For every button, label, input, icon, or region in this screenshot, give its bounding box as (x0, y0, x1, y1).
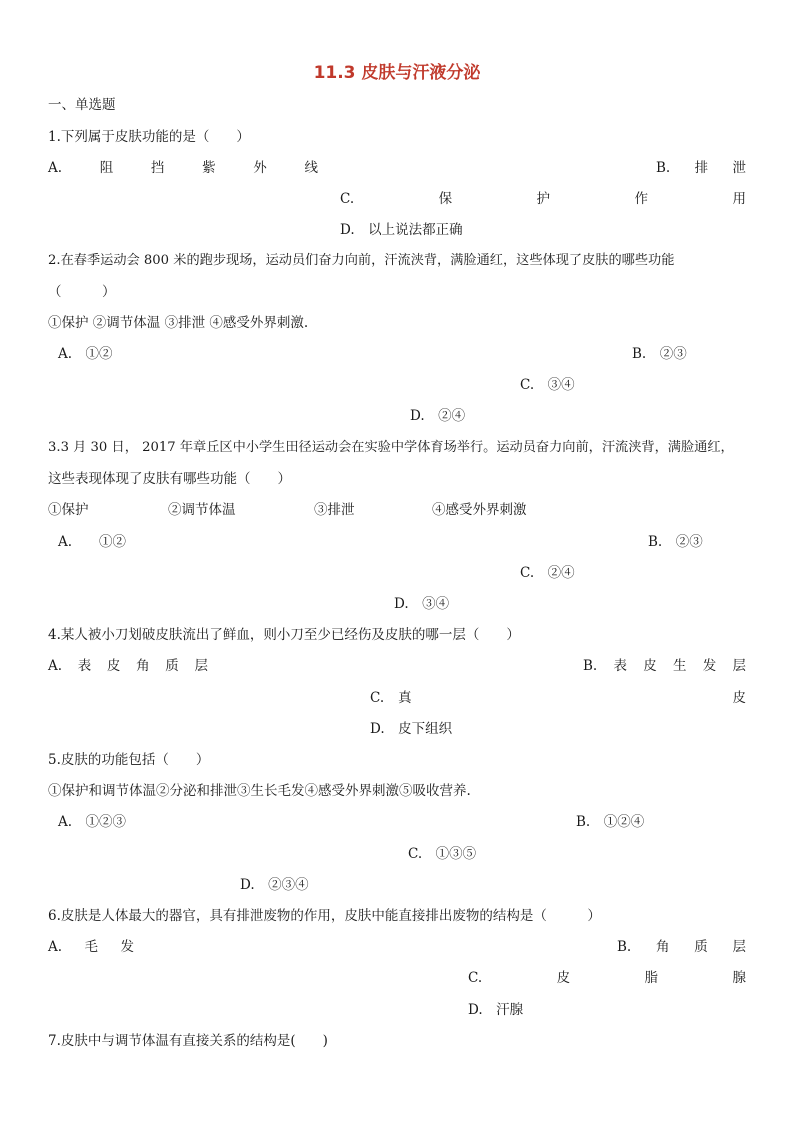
q3-option-a: A. ①② (58, 534, 127, 550)
q4-option-b: B. 表 皮 生 发 层 (583, 658, 746, 674)
q2-option-d: D. ②④ (410, 408, 466, 424)
q6-option-c: C. 皮 脂 腺 (468, 970, 746, 986)
section-heading: 一、单选题 (48, 97, 116, 113)
q3-statement-2: ②调节体温 (168, 502, 236, 518)
q4-option-d: D. 皮下组织 (370, 721, 453, 737)
q4-option-a: A. 表 皮 角 质 层 (48, 658, 208, 674)
question-3-stem: 3.3 月 30 日， 2017 年章丘区中小学生田径运动会在实验中学体育场举行。运动员奋力向前，汗流浃背，满脸通红， (48, 440, 734, 455)
q5-option-a: A. ①②③ (58, 814, 127, 830)
q3-statement-4: ④感受外界刺激 (432, 502, 527, 518)
question-2-info: ①保护 ②调节体温 ③排泄 ④感受外界刺激. (48, 315, 309, 331)
q4-option-c: C. 真 皮 (370, 690, 746, 706)
q2-option-b: B. ②③ (632, 346, 687, 362)
q5-option-d: D. ②③④ (240, 877, 309, 893)
question-7-stem: 7.皮肤中与调节体温有直接关系的结构是( ) (48, 1033, 328, 1049)
question-6-stem: 6.皮肤是人体最大的器官，具有排泄废物的作用，皮肤中能直接排出废物的结构是（ ） (48, 908, 601, 924)
q1-option-d: D. 以上说法都正确 (340, 222, 463, 238)
q1-option-a: A. 阻 挡 紫 外 线 (48, 160, 318, 176)
question-2-stem: 2.在春季运动会 800 米的跑步现场，运动员们奋力向前，汗流浃背，满脸通红，这些体现了皮肤的哪些功能 (48, 253, 675, 268)
q1-option-c: C. 保 护 作 用 (340, 191, 746, 207)
q3-option-b: B. ②③ (648, 534, 703, 550)
page-title: 11.3 皮肤与汗液分泌 (313, 63, 481, 83)
q6-option-d: D. 汗腺 (468, 1002, 524, 1018)
q3-option-c: C. ②④ (520, 565, 575, 581)
q1-option-b: B. 排 泄 (656, 160, 746, 176)
question-1-stem: 1.下列属于皮肤功能的是（ ） (48, 129, 250, 145)
q6-option-b: B. 角 质 层 (617, 939, 746, 955)
question-5-stem: 5.皮肤的功能包括（ ） (48, 752, 210, 768)
q2-option-a: A. ①② (58, 346, 113, 362)
q5-option-c: C. ①③⑤ (408, 846, 477, 862)
q3-statement-1: ①保护 (48, 502, 89, 518)
q6-option-a: A. 毛 发 (48, 939, 134, 955)
question-5-info: ①保护和调节体温②分泌和排泄③生长毛发④感受外界刺激⑤吸收营养. (48, 783, 471, 799)
q3-statement-3: ③排泄 (314, 502, 355, 518)
question-4-stem: 4.某人被小刀划破皮肤流出了鲜血，则小刀至少已经伤及皮肤的哪一层（ ） (48, 627, 520, 643)
q2-option-c: C. ③④ (520, 377, 575, 393)
q3-option-d: D. ③④ (394, 596, 450, 612)
question-2-stem-cont: （ ） (48, 284, 116, 300)
q5-option-b: B. ①②④ (576, 814, 645, 830)
question-3-stem-cont: 这些表现体现了皮肤有哪些功能（ ） (48, 471, 291, 487)
